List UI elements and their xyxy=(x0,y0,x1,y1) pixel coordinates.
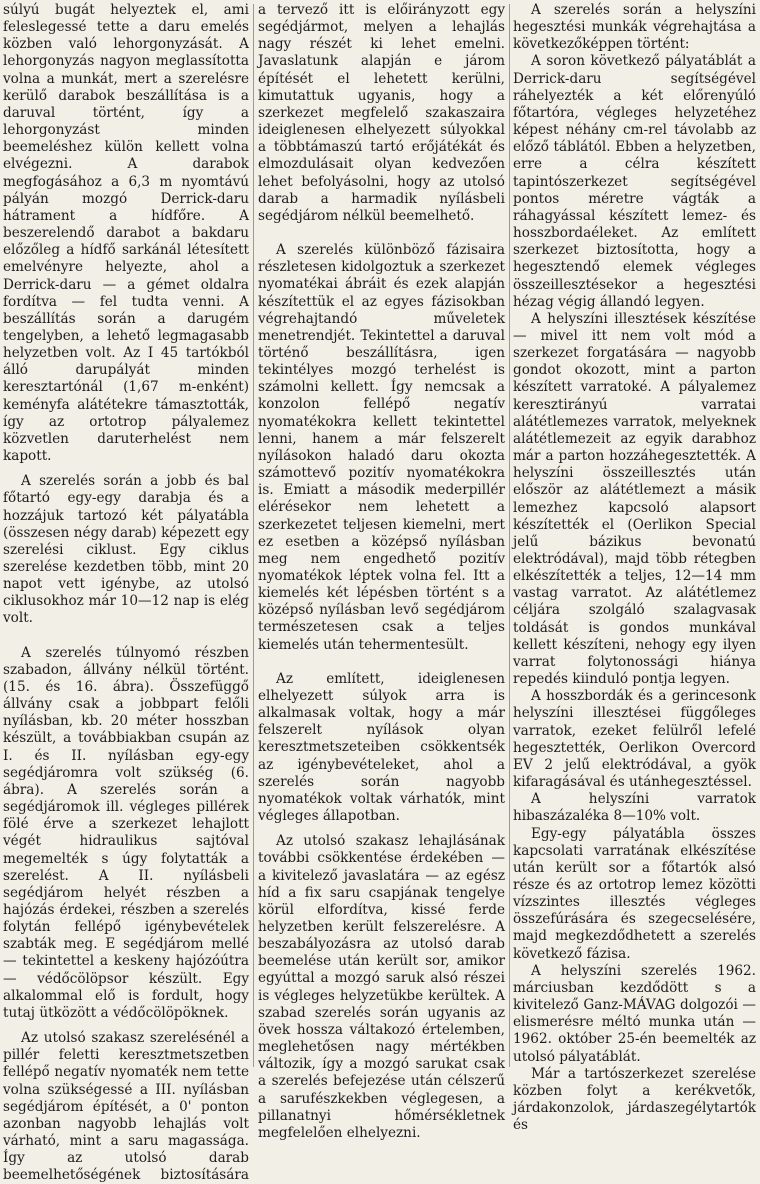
paragraph: Már a tartószerkezet szerelése közben folyt a kerékvetők, járdakonzolok, járdaszegélytartók és xyxy=(513,1065,756,1134)
column-divider xyxy=(253,4,254,1067)
paragraph: A szerelés túlnyomó részben szabadon, állvány nélkül történt. (15. és 16. ábra). Összefüggő állvány csak a jobbpart felőli nyílásban, kb. 20 méter hosszban készült, a továbbiakban csupán az I. és II. nyílásban egy-egy segédjáromra volt szükség (6. ábra). A szerelés során a segédjáromok ill. végleges pillérek fölé érve a szerkezet lehajlott végét hidraulikus sajtóval megemelték s úgy folytatták a szerelést. A II. nyílásbeli segédjárom helyét részben a hajózás érdekei, részben a szerelés folytán fellépő igénybevételek szabták meg. E segédjárom mellé — tekintettel a keskeny hajózóútra — védőcölöpsor készült. Egy alkalommal elő is fordult, hogy tutaj ütközött a védőcölöpöknek. xyxy=(3,644,249,1021)
text-column-1 xyxy=(3,2,249,1184)
paragraph: A szerelés során a helyszíni hegesztési munkák végrehajtása a következőképpen történt: xyxy=(513,2,756,53)
text-column-3 xyxy=(513,2,756,1134)
paragraph: A helyszíni illesztések készítése — mivel itt nem volt mód a szerkezet forgatására — nagyobb gondot okozott, mint a parton készített varratoké. A pályalemez keresztirányú varratai alátétlemezes varratok, melyeknek alátétlemezeit az egyik darabhoz már a parton hozzáhegesztették. A helyszíni összeillesztés után először az alátétlemezt a másik lemezhez kapcsoló alapsort készítették el (Oerlikon Special jelű bázikus bevonatú elektródával), majd több rétegben elkészítették a teljes, 12—14 mm vastag varratot. Az alátétlemez céljára szolgáló szalagvasak toldását is gondos munkával kellett készíteni, nehogy egy ilyen varrat folytonossági hiánya repedés kiinduló pontja legyen. xyxy=(513,310,756,688)
paragraph: Egy-egy pályatábla összes kapcsolati varratának elkészítése után került sor a főtartók alsó része és az ortotrop lemez közötti vízszintes illesztés végleges összefúrására és szegecselésére, majd megkezdődhetett a szerelés következő fázisa. xyxy=(513,825,756,962)
paragraph: Az utolsó szakasz lehajlásának további csökkentése érdekében — a kivitelező javaslatára — az egész híd a fix saru csapjának tengelye körül elfordítva, kissé ferde helyzetben került felszerelésre. A beszabályozásra az utolsó darab beemelése után került sor, amikor egyúttal a mozgó saruk alsó részei is végleges helyzetükbe kerültek. A szabad szerelés során ugyanis az övek hossza váltakozó értelemben, meglehetősen nagy mértékben változik, így a mozgó sarukat csak a szerelés befejezése után célszerű a sarufészkekben véglegesen, a pillanatnyi hőmérsékletnek megfelelően elhelyezni. xyxy=(258,833,505,1141)
paragraph: súlyú bugát helyeztek el, ami feleslegessé tette a daru emelés közben való lehorgonyzását. A lehorgonyzás nagyon meglassította volna a munkát, mert a szerelésre kerülő darabok beszállítása is a daruval történt, így a lehorgonyzást minden beemeléshez külön kellett volna elvégezni. A darabok megfogásához a 6,3 m nyomtávú pályán mozgó Derrick-daru hátrament a hídfőre. A beszerelendő darabot a bakdaru előzőleg a hídfő sarkánál létesített emelvényre helyezte, ahol a Derrick-daru — a gémet oldalra fordítva — fel tudta venni. A beszállítás során a darugém tengelyben, a lehető legmagasabb helyzetben volt. Az I 45 tartókból álló darupályát minden keresztartónál (1,67 m-enként) keményfa alátétekre támasztották, így az ortotrop pályalemez közvetlen daruterhelést nem kapott. xyxy=(3,2,249,465)
column-divider xyxy=(509,4,510,1067)
paragraph: A szerelés során a jobb és bal főtartó egy-egy darabja és a hozzájuk tartozó két pályatábla (összesen négy darab) képezett egy szerelési ciklust. Egy ciklus szerelése kezdetben több, mint 20 napot vett igénybe, az utolsó ciklusokhoz már 10—12 nap is elég volt. xyxy=(3,473,249,627)
paragraph: Az említett, ideiglenesen elhelyezett súlyok arra is alkalmasak voltak, hogy a már felszerelt nyílások olyan keresztmetszeteiben csökkentsék az igénybevételeket, ahol a szerelés során nagyobb nyomatékok voltak várhatók, mint végleges állapotban. xyxy=(258,670,505,825)
paragraph: A helyszíni szerelés 1962. márciusban kezdődött s a kivitelező Ganz-MÁVAG dolgozói — elismerésre méltó munka után — 1962. október 25-én beemelték az utolsó pályatáblát. xyxy=(513,962,756,1065)
paragraph: a tervező itt is előirányzott egy segédjármot, melyen a lehajlás nagy részét ki lehet emelni. Javaslatunk alapján e járom építését el lehetett kerülni, kimutattuk ugyanis, hogy a szerkezet megfelelő szakaszaira ideiglenesen elhelyezett súlyokkal a többtámaszú tartó erőjátékát és elmozdulásait olyan kedvezően lehet befolyásolni, hogy az utolsó darab a harmadik nyílásbeli segédjárom nélkül beemelhető. xyxy=(258,2,505,224)
text-column-2 xyxy=(258,2,505,1142)
paragraph: A helyszíni varratok hibaszázaléka 8—10% volt. xyxy=(513,791,756,825)
paragraph: A soron következő pályatáblát a Derrick-daru segítségével ráhelyezték a két előrenyúló főtartóra, végleges helyzetéhez képest néhány cm-rel távolabb az előző táblától. Ebben a helyzetben, erre a célra készített tapintószerkezet segítségével pontos méretre vágták a ráhagyással készített lemez- és hosszbordaéleket. Az említett szerkezet biztosította, hogy a hegesztendő elemek végleges összeillesztésekor a hegesztési hézag végig állandó legyen. xyxy=(513,53,756,310)
paragraph: A szerelés különböző fázisaira részletesen kidolgoztuk a szerkezet nyomatékai ábráit és ezek alapján készítettük el az egyes fázisokban végrehajtandó műveletek menetrendjét. Tekintettel a daruval történő beszállításra, igen tekintélyes mozgó terhelést is számolni kellett. Így nemcsak a konzolon fellépő negatív nyomatékokra kellett tekintettel lenni, hanem a már felszerelt nyílásokon haladó daru okozta számottevő pozitív nyomatékokra is. Emiatt a második mederpillér elérésekor nem lehetett a szerkezetet teljesen kiemelni, mert ez esetben a középső nyílásban meg nem engedhető pozitív nyomatékok léptek volna fel. Itt a kiemelés két lépésben történt s a középső nyílásban levő segédjárom természetesen csak a teljes kiemelés után tehermentesült. xyxy=(258,242,505,653)
paragraph: Az utolsó szakasz szerelésénél a pillér feletti keresztmetszetben fellépő negatív nyomaték nem tette volna szükségessé a III. nyílásban segédjárom építését, a 0' ponton azonban nagyobb lehajlás volt várható, mint a saru magassága. Így az utolsó darab beemelhetőségének biztosítására xyxy=(3,1030,249,1184)
paragraph: A hosszbordák és a gerincesonk helyszíni illesztései függőleges varratok, ezeket felülről lefelé hegesztették, Oerlikon Overcord EV 2 jelű elektródával, a gyök kifaragásával és utánhegesztéssel. xyxy=(513,688,756,791)
